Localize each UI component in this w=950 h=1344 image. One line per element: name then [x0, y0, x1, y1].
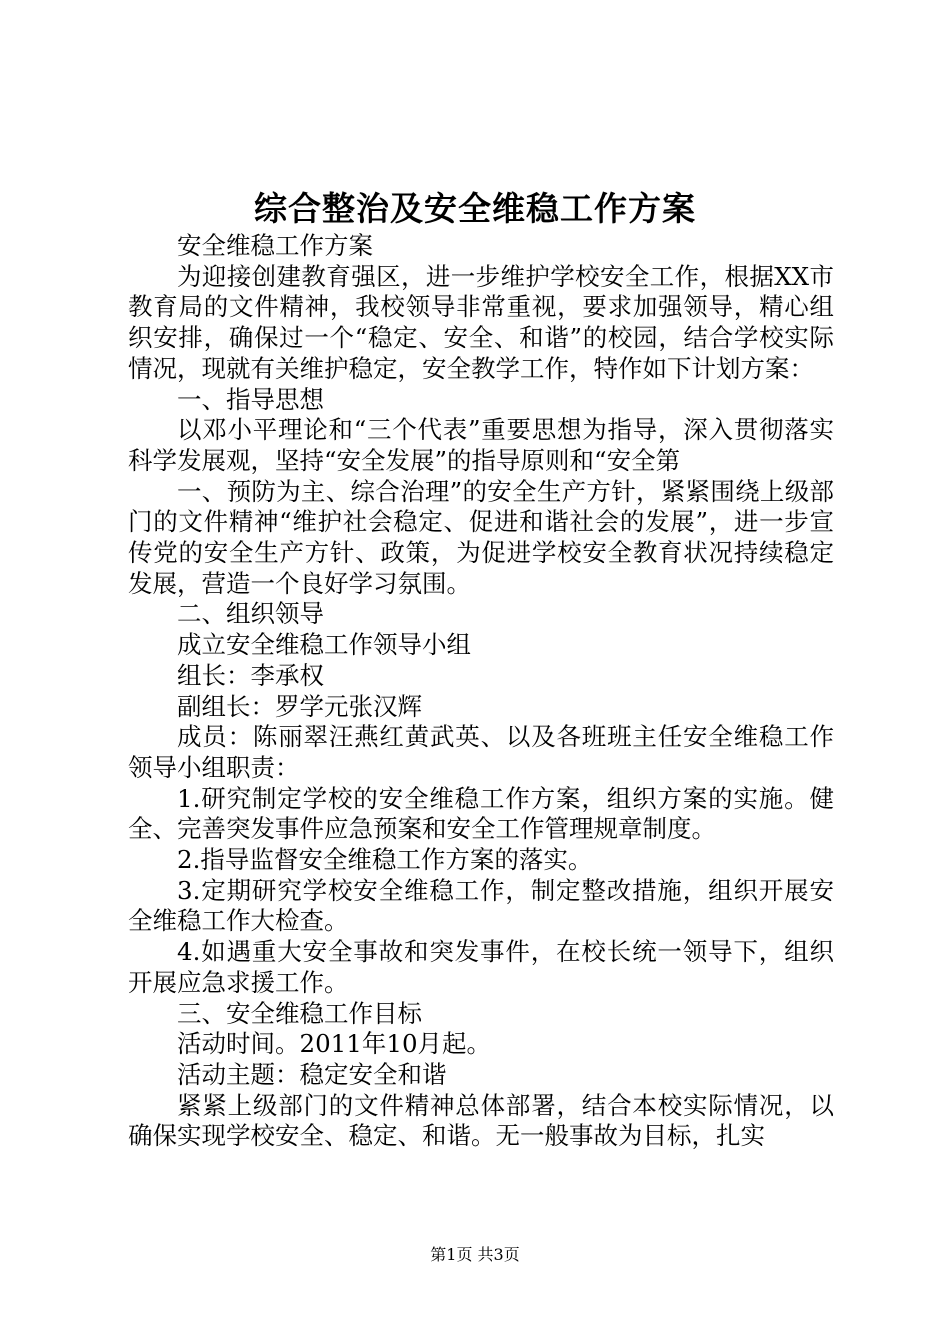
section-heading-organization: 二、组织领导	[177, 599, 324, 629]
list-item-duty-3: 3.定期研究学校安全维稳工作，制定整改措施，组织开展安全维稳工作大检查。	[128, 875, 834, 936]
section-heading-guiding-thought: 一、指导思想	[177, 384, 324, 414]
paragraph-deputy-leader: 副组长：罗学元张汉辉	[177, 691, 422, 721]
paragraph-subtitle: 安全维稳工作方案	[177, 231, 373, 260]
paragraph-guiding-thought-cont: 一、预防为主、综合治理”的安全生产方针，紧紧围绕上级部门的文件精神“维护社会稳定、促进和谐社会的发展”，进一步宣传党的安全生产方针、政策，为促进学校安全教育状况持续稳定发展，营造一个良好学习氛围。	[128, 476, 834, 598]
document-title: 综合整治及安全维稳工作方案	[254, 189, 696, 228]
paragraph-group-leader: 组长：李承权	[177, 660, 324, 690]
list-item-duty-2: 2.指导监督安全维稳工作方案的落实。	[177, 845, 593, 875]
paragraph-intro: 为迎接创建教育强区，进一步维护学校安全工作，根据XX市教育局的文件精神，我校领导非常重视，要求加强领导，精心组织安排，确保过一个“稳定、安全、和谐”的校园，结合学校实际情况，现就有关维护稳定，安全教学工作，特作如下计划方案：	[128, 261, 834, 383]
list-item-duty-4: 4.如遇重大安全事故和突发事件，在校长统一领导下，组织开展应急求援工作。	[128, 937, 834, 997]
paragraph-activity-time: 活动时间。2011年10月起。	[177, 1029, 492, 1059]
paragraph-activity-theme: 活动主题：稳定安全和谐	[177, 1059, 447, 1089]
paragraph-leadership-group: 成立安全维稳工作领导小组	[177, 630, 471, 660]
document-body	[128, 231, 834, 1152]
section-heading-goals: 三、安全维稳工作目标	[177, 998, 422, 1028]
paragraph-members: 成员：陈丽翠汪燕红黄武英、以及各班班主任安全维稳工作领导小组职责：	[128, 722, 834, 782]
paragraph-goals: 紧紧上级部门的文件精神总体部署，结合本校实际情况，以确保实现学校安全、稳定、和谐。无一般事故为目标，扎实	[128, 1090, 834, 1151]
list-item-duty-1: 1.研究制定学校的安全维稳工作方案，组织方案的实施。健全、完善突发事件应急预案和安全工作管理规章制度。	[128, 783, 834, 844]
page-footer: 第1页 共3页	[430, 1245, 520, 1264]
paragraph-guiding-thought: 以邓小平理论和“三个代表”重要思想为指导，深入贯彻落实科学发展观，坚持“安全发展”的指导原则和“安全第	[128, 415, 834, 475]
